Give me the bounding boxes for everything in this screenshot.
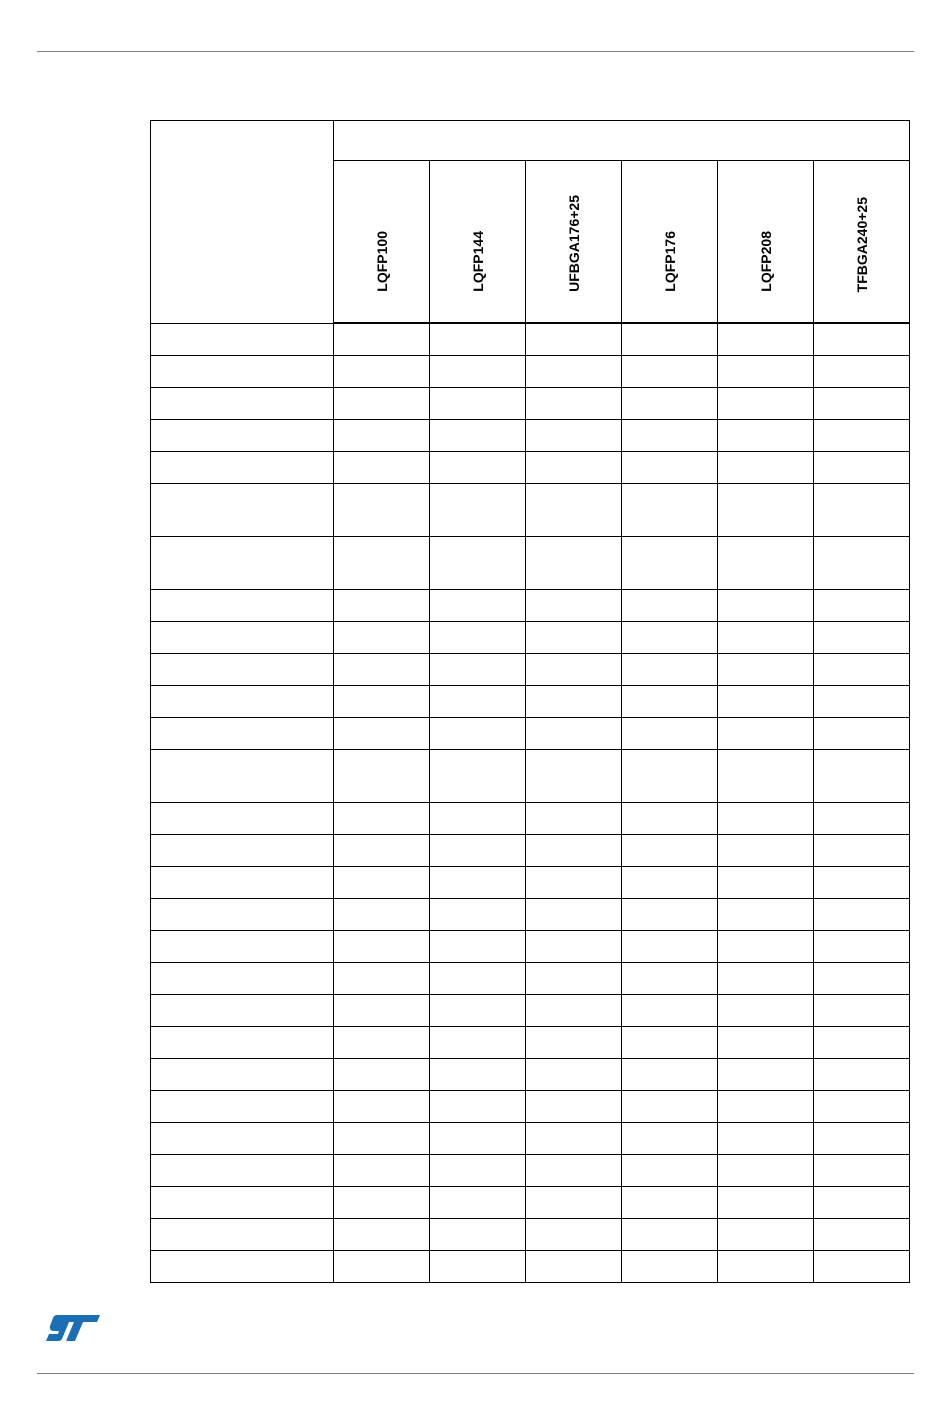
package-label: UFBGA176+25: [565, 195, 582, 292]
table-cell: [430, 484, 526, 537]
table-cell: [814, 654, 910, 686]
table-cell: [430, 867, 526, 899]
table-row: [151, 654, 910, 686]
table-cell: [718, 803, 814, 835]
table-cell: [814, 867, 910, 899]
table-cell: [622, 388, 718, 420]
row-label-cell: [151, 1091, 334, 1123]
table-cell: [430, 388, 526, 420]
row-label-cell: [151, 388, 334, 420]
package-header-cell: [334, 161, 430, 324]
table-cell: [718, 867, 814, 899]
table-cell: [622, 1091, 718, 1123]
table-cell: [814, 1187, 910, 1219]
table-cell: [814, 388, 910, 420]
package-table: [150, 120, 910, 1283]
table-row: [151, 750, 910, 803]
table-row: [151, 537, 910, 590]
table-cell: [430, 1187, 526, 1219]
table-cell: [622, 356, 718, 388]
table-cell: [430, 750, 526, 803]
package-label: LQFP144: [469, 231, 486, 292]
table-cell: [334, 1155, 430, 1187]
table-cell: [526, 1155, 622, 1187]
table-cell: [814, 718, 910, 750]
row-label-cell: [151, 750, 334, 803]
row-label-cell: [151, 590, 334, 622]
table-cell: [526, 622, 622, 654]
table-row: [151, 1251, 910, 1283]
table-cell: [718, 1219, 814, 1251]
table-cell: [622, 750, 718, 803]
table-cell: [430, 995, 526, 1027]
row-label-cell: [151, 1155, 334, 1187]
table-cell: [814, 420, 910, 452]
table-cell: [718, 356, 814, 388]
table-cell: [622, 899, 718, 931]
table-cell: [526, 995, 622, 1027]
row-label-cell: [151, 803, 334, 835]
table-cell: [334, 452, 430, 484]
table-cell: [814, 1059, 910, 1091]
table-cell: [430, 452, 526, 484]
table-row: [151, 1059, 910, 1091]
table-cell: [622, 1187, 718, 1219]
table-cell: [622, 686, 718, 718]
table-cell: [334, 590, 430, 622]
table-cell: [718, 1091, 814, 1123]
row-label-cell: [151, 963, 334, 995]
table-cell: [526, 899, 622, 931]
table-cell: [430, 537, 526, 590]
table-cell: [430, 1123, 526, 1155]
row-label-cell: [151, 931, 334, 963]
table-cell: [718, 537, 814, 590]
row-label-cell: [151, 686, 334, 718]
table-cell: [430, 931, 526, 963]
table-cell: [334, 537, 430, 590]
table-cell: [814, 622, 910, 654]
row-label-cell: [151, 654, 334, 686]
table-row: [151, 622, 910, 654]
table-cell: [814, 1251, 910, 1283]
table-cell: [526, 867, 622, 899]
table-row: [151, 803, 910, 835]
table-cell: [814, 995, 910, 1027]
table-cell: [430, 1027, 526, 1059]
table-cell: [718, 995, 814, 1027]
row-label-cell: [151, 1219, 334, 1251]
table-row: [151, 931, 910, 963]
table-cell: [814, 803, 910, 835]
table-cell: [718, 899, 814, 931]
header-rule: [37, 51, 914, 52]
row-label-cell: [151, 323, 334, 356]
package-label: LQFP176: [661, 231, 678, 292]
package-header-cell: [718, 161, 814, 324]
table-row: [151, 356, 910, 388]
table-cell: [622, 718, 718, 750]
row-label-cell: [151, 1059, 334, 1091]
table-row: [151, 718, 910, 750]
table-cell: [334, 484, 430, 537]
table-cell: [430, 420, 526, 452]
table-cell: [526, 1187, 622, 1219]
table-cell: [334, 1219, 430, 1251]
table-cell: [814, 484, 910, 537]
row-label-cell: [151, 835, 334, 867]
package-header-cell: [622, 161, 718, 324]
row-label-cell: [151, 622, 334, 654]
table-cell: [526, 537, 622, 590]
table-row: [151, 1187, 910, 1219]
table-cell: [430, 718, 526, 750]
table-cell: [334, 931, 430, 963]
table-cell: [334, 963, 430, 995]
table-cell: [622, 537, 718, 590]
table-row: [151, 1027, 910, 1059]
table-row: [151, 1155, 910, 1187]
table-cell: [526, 835, 622, 867]
table-cell: [334, 995, 430, 1027]
table-cell: [334, 654, 430, 686]
table-cell: [334, 1123, 430, 1155]
package-header-cell: [526, 161, 622, 324]
table-cell: [718, 718, 814, 750]
footer-rule: [37, 1373, 914, 1374]
table-cell: [814, 590, 910, 622]
table-cell: [622, 835, 718, 867]
table-cell: [526, 452, 622, 484]
table-cell: [622, 931, 718, 963]
package-group-header: [334, 121, 910, 161]
table-cell: [526, 323, 622, 356]
table-cell: [622, 622, 718, 654]
table-cell: [718, 686, 814, 718]
table-row: [151, 1219, 910, 1251]
table-body: [151, 323, 910, 1283]
package-label: LQFP208: [757, 231, 774, 292]
table-cell: [526, 356, 622, 388]
table-cell: [334, 622, 430, 654]
table-cell: [334, 899, 430, 931]
package-header-cell: [430, 161, 526, 324]
table-row: [151, 995, 910, 1027]
table-cell: [622, 1251, 718, 1283]
table-cell: [622, 452, 718, 484]
table-cell: [334, 1091, 430, 1123]
table-cell: [334, 718, 430, 750]
package-label: TFBGA240+25: [853, 196, 870, 292]
table-row: [151, 323, 910, 356]
table-cell: [526, 1219, 622, 1251]
package-header-cell: [814, 161, 910, 324]
row-label-cell: [151, 537, 334, 590]
st-logo-icon: [45, 1313, 102, 1343]
header-corner-cell: [151, 121, 334, 324]
row-label-cell: [151, 1123, 334, 1155]
table-cell: [622, 1155, 718, 1187]
table-cell: [430, 835, 526, 867]
row-label-cell: [151, 356, 334, 388]
table-row: [151, 1091, 910, 1123]
table-cell: [622, 963, 718, 995]
table-cell: [526, 1027, 622, 1059]
table-cell: [430, 899, 526, 931]
table-cell: [430, 590, 526, 622]
table-cell: [814, 537, 910, 590]
table-cell: [526, 388, 622, 420]
table-row: [151, 388, 910, 420]
table-cell: [622, 420, 718, 452]
table-cell: [814, 1123, 910, 1155]
table-cell: [526, 963, 622, 995]
table-cell: [718, 1123, 814, 1155]
table-cell: [814, 1091, 910, 1123]
table-cell: [718, 750, 814, 803]
table-cell: [526, 590, 622, 622]
table-cell: [430, 1219, 526, 1251]
table-cell: [430, 963, 526, 995]
row-label-cell: [151, 1251, 334, 1283]
table-cell: [814, 835, 910, 867]
table-cell: [622, 1027, 718, 1059]
table-cell: [334, 420, 430, 452]
row-label-cell: [151, 718, 334, 750]
row-label-cell: [151, 484, 334, 537]
table-cell: [526, 803, 622, 835]
table-cell: [430, 1059, 526, 1091]
table-cell: [430, 323, 526, 356]
table-cell: [430, 1155, 526, 1187]
table-cell: [718, 1155, 814, 1187]
package-label: LQFP100: [373, 231, 390, 292]
row-label-cell: [151, 452, 334, 484]
table-cell: [718, 931, 814, 963]
table-cell: [430, 356, 526, 388]
table-row: [151, 420, 910, 452]
table-cell: [430, 1251, 526, 1283]
table-cell: [814, 1219, 910, 1251]
table-row: [151, 963, 910, 995]
table-cell: [718, 590, 814, 622]
table-row: [151, 452, 910, 484]
table-cell: [814, 963, 910, 995]
table-cell: [622, 867, 718, 899]
table-cell: [430, 622, 526, 654]
table-row: [151, 1123, 910, 1155]
table-cell: [718, 323, 814, 356]
table-cell: [526, 686, 622, 718]
row-label-cell: [151, 1187, 334, 1219]
table-cell: [622, 484, 718, 537]
table-cell: [430, 803, 526, 835]
table-cell: [814, 1155, 910, 1187]
table-cell: [622, 1219, 718, 1251]
table-cell: [526, 750, 622, 803]
table-row: [151, 590, 910, 622]
table-cell: [718, 835, 814, 867]
table-cell: [334, 323, 430, 356]
table-cell: [814, 750, 910, 803]
table-cell: [718, 654, 814, 686]
table-row: [151, 835, 910, 867]
table-row: [151, 867, 910, 899]
table-cell: [718, 1059, 814, 1091]
table-cell: [334, 356, 430, 388]
table-row: [151, 484, 910, 537]
table-cell: [526, 1059, 622, 1091]
table-cell: [334, 867, 430, 899]
table-cell: [814, 323, 910, 356]
table-cell: [814, 899, 910, 931]
table-cell: [526, 654, 622, 686]
table-cell: [718, 420, 814, 452]
table-cell: [622, 1123, 718, 1155]
table-cell: [622, 590, 718, 622]
table-cell: [622, 654, 718, 686]
table-cell: [814, 452, 910, 484]
row-label-cell: [151, 420, 334, 452]
table-cell: [334, 750, 430, 803]
table-cell: [334, 388, 430, 420]
table-cell: [334, 835, 430, 867]
table-row: [151, 899, 910, 931]
table-cell: [718, 1027, 814, 1059]
row-label-cell: [151, 899, 334, 931]
table-cell: [526, 484, 622, 537]
table-cell: [622, 323, 718, 356]
table-cell: [526, 1091, 622, 1123]
table-cell: [526, 1123, 622, 1155]
row-label-cell: [151, 1027, 334, 1059]
table-cell: [526, 718, 622, 750]
table-cell: [430, 1091, 526, 1123]
table-cell: [622, 803, 718, 835]
table-cell: [334, 803, 430, 835]
table-cell: [718, 388, 814, 420]
table-cell: [334, 686, 430, 718]
table-cell: [430, 686, 526, 718]
table-cell: [814, 931, 910, 963]
table-cell: [814, 356, 910, 388]
table-cell: [814, 686, 910, 718]
table-cell: [718, 452, 814, 484]
table-cell: [334, 1251, 430, 1283]
table-cell: [526, 931, 622, 963]
table-cell: [622, 995, 718, 1027]
table-cell: [718, 484, 814, 537]
table-cell: [526, 1251, 622, 1283]
table-cell: [718, 963, 814, 995]
row-label-cell: [151, 867, 334, 899]
table-cell: [622, 1059, 718, 1091]
table-cell: [718, 1187, 814, 1219]
table-cell: [814, 1027, 910, 1059]
table-cell: [334, 1187, 430, 1219]
row-label-cell: [151, 995, 334, 1027]
table-cell: [334, 1059, 430, 1091]
table-cell: [718, 622, 814, 654]
table-cell: [430, 654, 526, 686]
table-row: [151, 686, 910, 718]
table-cell: [334, 1027, 430, 1059]
table-cell: [718, 1251, 814, 1283]
table-cell: [526, 420, 622, 452]
